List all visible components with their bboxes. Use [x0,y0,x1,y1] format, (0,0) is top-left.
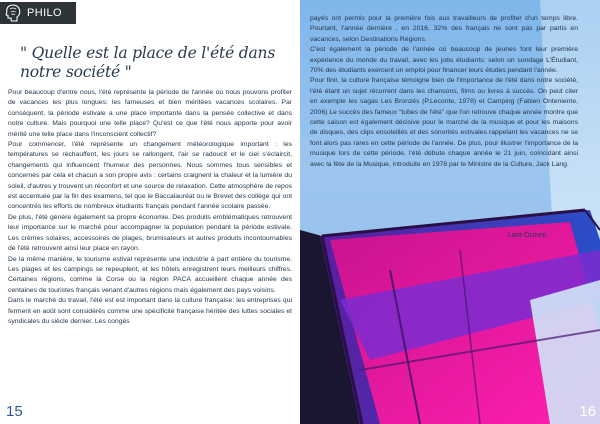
paragraph: Pour finir, la culture française témoigne bien de l'importance de l'été dans notre société, l'été étant un sujet récurrent dans les chansons, films ou livres à succès. On peut citer en exemple les sagas Les Bronzés (P.Leconte, 1978) et Camping (Fabien Onteniente, 2006) Le succès des fameux "tubes de l'été" que l'on retrouve chaque année montre que cette saison est également décisive pour le marché de la musique et pour les maisons de disques, des clips ensoleillés et des sonorités estivales rappelant les vacances ne se font alors pas rares en cette période de l'année. De plus, pour illustrer l'importance de la musique lors de cette période, l'été débute chaque année le 21 juin, coïncidant ainsi avec la fête de la Musique, introduite en 1978 par le Ministre de la Culture, Jack Lang. [310,77,578,168]
right-page [300,0,600,424]
paragraph: Dans le marché du travail, l'été est est important dans la culture française: les entreprises qui ferment en août sont considérés comme une spécificité française héritée des luttes sociales et syndicales du siècle dernier. Les congés [8,297,292,325]
left-text-column [8,88,292,327]
paragraph: C'est également la période de l'année où beaucoup de jeunes font leur première expérience du monde du travail, avec les jobs étudiants: selon un sondage L'Étudiant, 70% des étudiants exercent un emploi pour financer leurs études pendant l'année. [310,46,578,75]
page-number-right: 16 [579,403,596,420]
author-name: Lara Özmen [508,232,547,239]
page-number-left: 15 [6,403,23,420]
head-profile-icon [3,3,23,23]
page-title [20,44,280,82]
right-text-column [310,14,578,170]
paragraph: Pour beaucoup d'entre nous, l'été représente la période de l'année où nous pouvons profiter de vacances les plus longues: les fameuses et bien méritées vacances scolaires. Par conséquent, la période estivale a une place importante dans la pensée collective et dans notre culture. Mais pourquoi une telle place? Qu'est ce que l'été nous apporte pour avoir mérité une telle place dans l'inconscient collectif? [8,89,292,138]
paragraph: payés ont permis pour la première fois aux travailleurs de profiter d'un temps libre. Pourtant, l'année dernière , en 2016, 32% des français ne sont pas par partis en vacances, selon Destinations Régions. [310,15,578,43]
paragraph: Pour commencer, l'été représente un changement météorologique important : les températures se réchauffent, les jours se rallongent, l'air se radoucit et le ciel s'éclaircit, changements qui influencent l'humeur des personnes. Nous sommes tous sensibles et concernés par cela et chacun a son propre avis : certains craignent la chaleur et la lumière du soleil, d'autres y trouvent un réconfort et une source de relaxation. Cette atmosphère de repos est accentuée par la fin des examens, tel que le Baccalauréat ou le Brevet des collège qui ont concentrés les efforts de nombreux étudiants français pendant l'année scolaire passée. [8,141,292,211]
section-label: PHILO [27,7,63,19]
section-badge [0,2,76,24]
title-line-2: notre société " [20,63,132,81]
title-line-1: " Quelle est la place de l'été dans [20,44,276,62]
paragraph: De plus, l'été génère également sa propre économie. Des produits emblématiques retrouvent leur importance sur le marché pour accompagner la population pendant la période estivale. Les crèmes solaires, accessoires de plages, brumisateurs et autres produits incontournables de l'été retrouvent ainsi leur place en rayon. [8,213,292,253]
paragraph: De la même manière, le tourisme estival représente une industrie à part entière du tourisme. Les plages et les campings se repeuplent, et les hôtels enregistrent leurs meilleurs chiffres. Certaines régions, comme la Corse ou la région PACA accueillent chaque année des centaines de touristes français venant d'autres régions mais également des pays voisins. [8,255,292,294]
